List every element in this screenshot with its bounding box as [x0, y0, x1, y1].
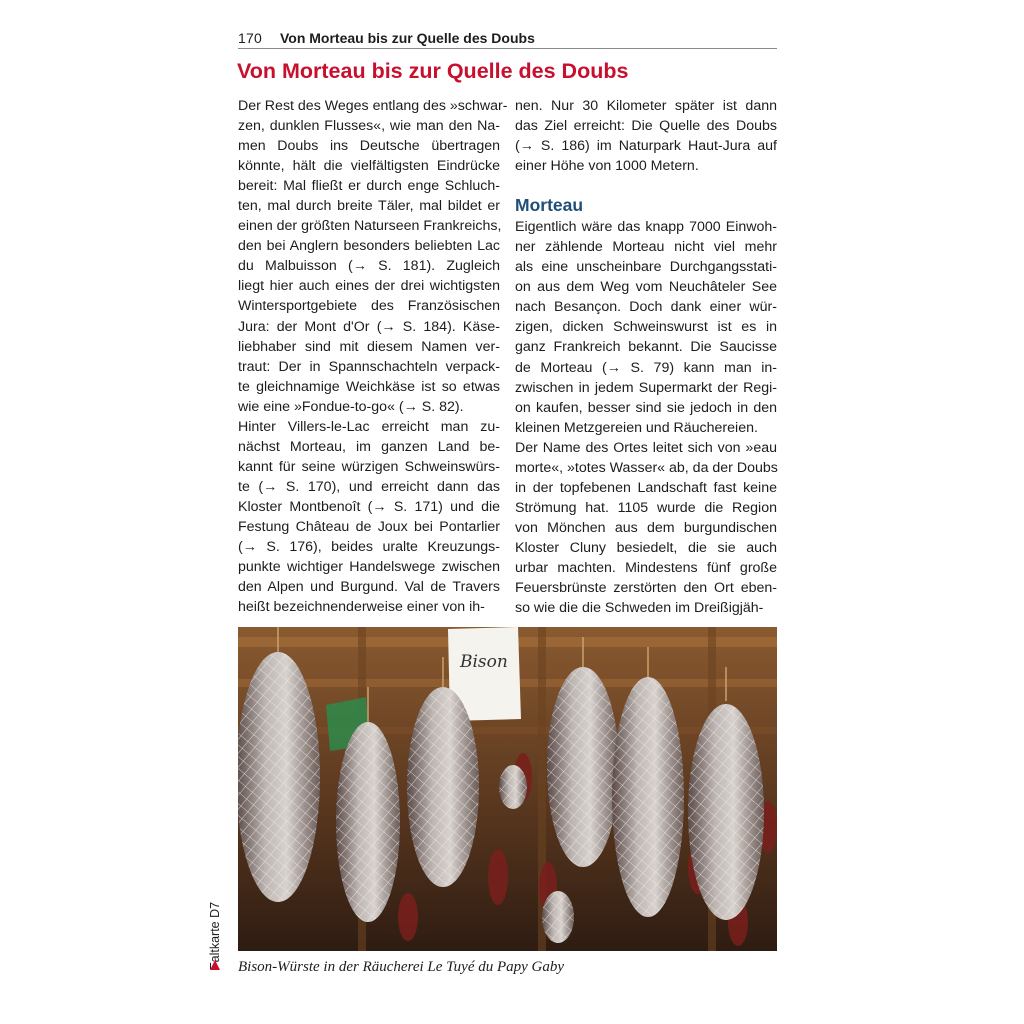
left-column-line: den Alpen und Burgund. Val de Travers [238, 579, 500, 596]
left-column-line: traut: Der in Spannschachteln verpack- [238, 358, 500, 375]
morteau-section-line: zigen, dicken Schweinswurst ist es in [515, 319, 777, 336]
photo-caption: Bison-Würste in der Räucherei Le Tuyé du Papy Gaby [238, 959, 565, 975]
right-intro-line: (→ S. 186) im Naturpark Haut-Jura auf [515, 138, 777, 155]
left-column-line: Festung Château de Joux bei Pontarlier [238, 518, 500, 535]
right-intro-line: das Ziel erreicht: Die Quelle des Doubs [515, 118, 777, 135]
left-column-line: te (→ S. 170), und erreicht dann das [238, 478, 500, 495]
left-column-line: du Malbuisson (→ S. 181). Zugleich [238, 258, 500, 275]
morteau-section-line: Eigentlich wäre das knapp 7000 Einwoh- [515, 219, 777, 236]
left-column-line: wie eine »Fondue-to-go« (→ S. 82). [238, 398, 464, 415]
running-head-title: Von Morteau bis zur Quelle des Doubs [279, 30, 535, 46]
morteau-section-text [515, 217, 777, 618]
morteau-section-line: so wie die die Schweden im Dreißigjäh- [515, 600, 764, 617]
morteau-section-line: als eine unscheinbare Durchgangsstati- [515, 259, 777, 276]
chapter-title: Von Morteau bis zur Quelle des Doubs [237, 59, 629, 83]
left-column-line: zen, dunklen Flusses«, wie man den Na- [238, 118, 500, 135]
left-column-line: Der Rest des Weges entlang des »schwar- [238, 98, 508, 114]
left-column-line: einen der größten Naturseen Frankreichs, [238, 218, 502, 235]
left-column-line: bereit: Mal fließt er durch enge Schluch- [238, 178, 500, 195]
morteau-section-line: on kaufen, besser sind sie jedoch in den [515, 399, 777, 416]
morteau-section-line: zwischen in jedem Supermarkt der Regi- [515, 379, 777, 396]
morteau-section-line: ganz Frankreich bekannt. Die Saucisse [515, 339, 777, 356]
left-column-line: Hinter Villers-le-Lac erreicht man zu- [238, 418, 500, 435]
right-intro-paragraph [515, 96, 777, 176]
section-heading-morteau: Morteau [515, 195, 584, 216]
map-reference [204, 882, 228, 972]
left-column-line: nächst Morteau, im ganzen Land be- [238, 438, 500, 455]
left-column-line: heißt bezeichnenderweise einer von ih- [238, 599, 485, 616]
left-column-line: ten, mal durch breite Täler, mal bildet er [238, 198, 500, 215]
left-column-line: den bei Anglern besonders beliebten Lac [238, 238, 500, 255]
map-reference-label: Faltkarte D7 [208, 901, 222, 970]
photo-illustration [238, 627, 777, 951]
morteau-section-line: Der Name des Ortes leitet sich von »eau [515, 439, 777, 456]
morteau-section-line: de Morteau (→ S. 79) kann man in- [515, 359, 777, 376]
morteau-section-line: on aus dem Weg vom Neuchâteler See [515, 279, 777, 296]
morteau-section-line: in der topfebenen Landschaft fast keine [515, 479, 777, 496]
morteau-section-line: Strömung hat. 1105 wurde die Region [515, 499, 777, 516]
left-column-line: Wintersportgebiete des Französischen [238, 298, 500, 315]
left-text-column [238, 96, 508, 617]
morteau-section-line: urbar machten. Mindestens fünf große [515, 559, 777, 576]
map-reference-arrow-icon [210, 960, 220, 970]
left-column-line: men Doubs ins Deutsche übertragen [238, 138, 500, 155]
morteau-section-line: ner zählende Morteau nicht viel mehr [515, 239, 777, 256]
bison-sign-text: Bison [460, 652, 508, 672]
left-column-line: liegt hier auch eines der drei wichtigsten [238, 278, 500, 295]
right-intro-line: nen. Nur 30 Kilometer später ist dann [515, 98, 777, 114]
left-column-line: te gleichnamige Weichkäse ist so etwas [238, 378, 500, 395]
right-intro-line: einer Höhe von 1000 Metern. [515, 158, 699, 175]
morteau-section-line: kleinen Metzgereien und Räuchereien. [515, 419, 758, 436]
morteau-section-line: Feuersbrünste zerstörten den Ort eben- [515, 580, 777, 597]
morteau-section-line: Kloster Cluny besiedelt, die sie auch [515, 539, 777, 556]
morteau-section-line: morte«, »totes Wasser« ab, da der Doubs [515, 459, 778, 476]
morteau-section-line: nach Besançon. Doch dank einer wür- [515, 299, 777, 316]
left-column-line: könnte, hält die vielfältigsten Eindrücke [238, 158, 500, 175]
left-column-line: (→ S. 176), beides uralte Kreuzungs- [238, 539, 500, 556]
running-head [238, 28, 777, 49]
left-column-line: punkte wichtiger Handelswege zwischen [238, 559, 500, 576]
left-column-line: kannt für seine würzigen Schweinswürs- [238, 458, 500, 475]
left-column-line: Kloster Montbenoît (→ S. 171) und die [238, 498, 500, 515]
bison-sausages-photo [238, 627, 777, 951]
page-number: 170 [238, 30, 262, 46]
left-column-line: Jura: der Mont d'Or (→ S. 184). Käse- [238, 318, 500, 335]
right-text-column [515, 96, 777, 618]
morteau-section-line: von Mönchen aus dem burgundischen [515, 519, 777, 536]
left-column-line: liebhaber sind mit diesem Namen ver- [238, 338, 500, 355]
